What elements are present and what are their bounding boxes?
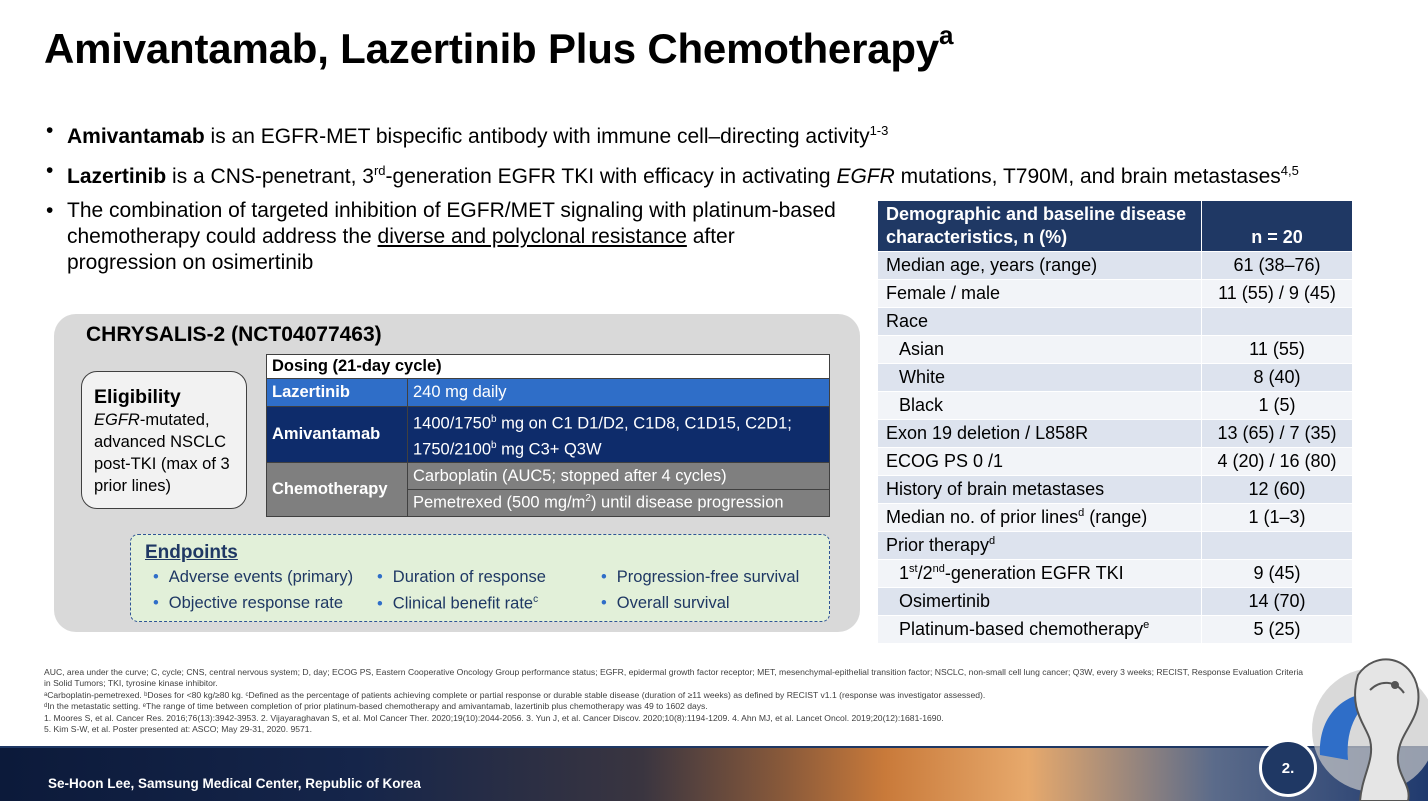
footnotes [44, 667, 1304, 735]
demographics-n-header: n = 20 [1202, 201, 1353, 252]
table-row: History of brain metastases 12 (60) [878, 476, 1352, 504]
endpoint-item: • Progression-free survival [601, 568, 800, 586]
table-row: Race [878, 308, 1352, 336]
table-row: 1st/2nd-generation EGFR TKI 9 (45) [878, 560, 1352, 588]
demographics-header: Demographic and baseline disease characteristics, n (%) [878, 201, 1202, 252]
demographics-table [878, 201, 1352, 643]
endpoint-item: • Objective response rate [153, 594, 344, 612]
table-row: Platinum-based chemotherapy$^e$ 5 (25) [878, 616, 1352, 644]
footnote-abbreviations: AUC, area under the curve; C, cycle; CNS, central nervous system; D, day; ECOG PS, Eastern Cooperative Oncology Group performance status; EGFR, epidermal growth factor receptor; MET, mesenchymal-epithelial transition factor; NSCLC, non-small cell lung cancer; Q3W, every 3 weeks; RECIST, Response Evaluation Criteria in Solid Tumors; TKI, tyrosine kinase inhibitor. [44, 667, 1304, 689]
table-row: Asian 11 (55) [878, 336, 1352, 364]
footnote-references: 5. Kim S-W, et al. Poster presented at: ASCO; May 29-31, 2020. 9571. [44, 724, 312, 735]
footnote-notes: ᵃCarboplatin-pemetrexed. ᵇDoses for <80 kg/≥80 kg. ᶜDefined as the percentage of patients achieving complete or partial response or durable stable disease (duration of ≥11 weeks) as defined by RECIST v1.1 (response was investigator assessed). [44, 689, 986, 700]
dosing-row-carboplatin: Chemotherapy Carboplatin (AUC5; stopped after 4 cycles) [267, 463, 830, 490]
table-row: Median no. of prior lines$^d$ (range) 1 (1–3) [878, 504, 1352, 532]
endpoint-item: • Overall survival [601, 594, 730, 612]
eligibility-text: EGFR-mutated, advanced NSCLC post-TKI (max of 3 prior lines) [94, 411, 230, 495]
page-number-badge: 2. [1259, 739, 1317, 797]
endpoint-item: • Adverse events (primary) [153, 568, 354, 586]
table-row: White 8 (40) [878, 364, 1352, 392]
bullet-amivantamab: • Amivantamab is an EGFR-MET bispecific antibody with immune cell–directing activity$^{1-3}$ [46, 118, 1366, 150]
dosing-header: Dosing (21-day cycle) [267, 355, 830, 379]
table-row: Black 1 (5) [878, 392, 1352, 420]
endpoints-box [130, 534, 830, 622]
table-row: Exon 19 deletion / L858R 13 (65) / 7 (35) [878, 420, 1352, 448]
eligibility-box [81, 371, 247, 509]
endpoint-item: • Duration of response [377, 568, 546, 586]
footnote-notes: ᵈIn the metastatic setting. ᵉThe range of time between completion of prior platinum-based chemotherapy and amivantamab, lazertinib plus chemotherapy was 49 to 1602 days. [44, 701, 708, 712]
table-row: Female / male 11 (55) / 9 (45) [878, 280, 1352, 308]
bullet-lazertinib: • Lazertinib is a CNS-penetrant, 3rd-generation EGFR TKI with efficacy in activating EGFR mutations, T790M, and brain metastases$^{4,5}$ [46, 158, 1366, 190]
slide-title: Amivantamab, Lazertinib Plus Chemotherapy$^a$ [44, 20, 954, 72]
footer-banner [0, 748, 1428, 801]
endpoints-title: Endpoints [145, 542, 238, 563]
bullet-combination: • The combination of targeted inhibition of EGFR/MET signaling with platinum-based chemotherapy could address the diverse and polyclonal resistance after progression on osimertinib [46, 198, 837, 276]
dosing-row-lazertinib: Lazertinib 240 mg daily [267, 379, 830, 407]
presenter-name: Se-Hoon Lee, Samsung Medical Center, Republic of Korea [48, 776, 421, 791]
table-row: Osimertinib 14 (70) [878, 588, 1352, 616]
merlion-logo-icon [1300, 635, 1428, 801]
study-name: CHRYSALIS-2 (NCT04077463) [86, 323, 382, 346]
endpoint-item: • Clinical benefit rate$^c$ [377, 594, 539, 613]
dosing-row-pemetrexed: Pemetrexed (500 $mg/m^2$) until disease progression [267, 490, 830, 517]
table-row: Median age, years (range) 61 (38–76) [878, 252, 1352, 280]
table-row: ECOG PS 0 /1 4 (20) / 16 (80) [878, 448, 1352, 476]
dosing-row-amivantamab: Amivantamab 1400/1750$^b$ mg on C1 D1/D2, C1D8, C1D15, C2D1; 1750/2100$^b$ mg C3+ Q3W [267, 407, 830, 463]
footnote-references: 1. Moores S, et al. Cancer Res. 2016;76(13):3942-3953. 2. Vijayaraghavan S, et al. Mol Cancer Ther. 2020;19(10):2044-2056. 3. Yun J, et al. Cancer Discov. 2020;10(8):1194-1209. 4. Ahn MJ, et al. Lancet Oncol. 2019;20(12):1681-1690. [44, 712, 944, 723]
dosing-table [266, 354, 830, 517]
table-row: Prior therapy$^d$ [878, 532, 1352, 560]
eligibility-heading: Eligibility [94, 386, 181, 408]
